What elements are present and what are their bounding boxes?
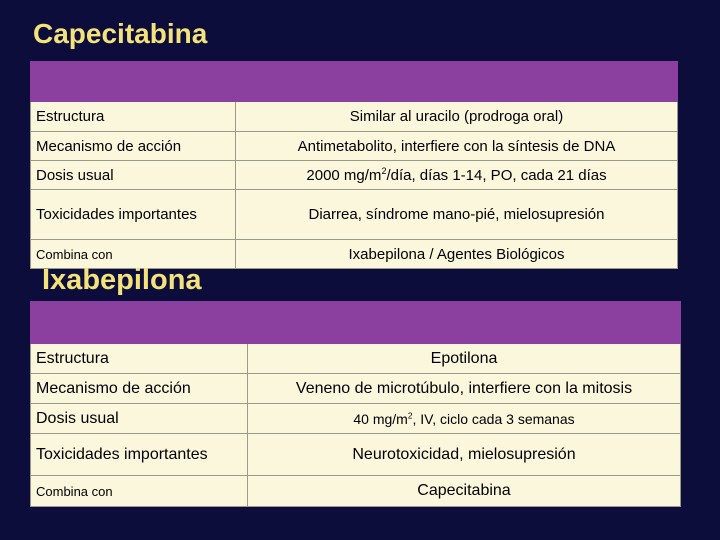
row-label-toxicidades: Toxicidades importantes — [31, 190, 236, 240]
dose-exponent: 2 — [381, 165, 387, 176]
table-row — [31, 344, 681, 374]
row-value-estructura: Similar al uracilo (prodroga oral) — [236, 102, 678, 132]
row-value-mecanismo: Veneno de microtúbulo, interfiere con la mitosis — [248, 374, 681, 404]
table-row — [31, 374, 681, 404]
row-label-dosis: Dosis usual — [31, 161, 236, 190]
table-header-row — [31, 302, 681, 344]
table-row — [31, 161, 678, 190]
dose-text-rest: , IV, ciclo cada 3 semanas — [412, 410, 575, 427]
header-cell — [31, 302, 248, 344]
dose-text-rest: /día, días 1-14, PO, cada 21 días — [386, 166, 607, 184]
row-label-mecanismo: Mecanismo de acción — [31, 132, 236, 161]
table-row — [31, 190, 678, 240]
table-row — [31, 132, 678, 161]
dose-exponent: 2 — [407, 409, 413, 420]
row-value-toxicidades: Neurotoxicidad, mielosupresión — [248, 434, 681, 476]
row-value-dosis — [248, 404, 681, 434]
header-cell — [31, 62, 236, 102]
table-row — [31, 102, 678, 132]
dose-text: 2000 mg/m — [306, 166, 382, 184]
row-value-estructura: Epotilona — [248, 344, 681, 374]
table-row — [31, 434, 681, 476]
ixabepilona-title: Ixabepilona — [42, 264, 202, 296]
table-header-row — [31, 62, 678, 102]
table-row — [31, 404, 681, 434]
header-cell — [236, 62, 678, 102]
row-label-dosis: Dosis usual — [31, 404, 248, 434]
row-label-combina: Combina con — [31, 240, 236, 269]
row-label-estructura: Estructura — [31, 344, 248, 374]
dose-text: 40 mg/m — [353, 410, 408, 427]
table-row — [31, 476, 681, 507]
row-value-combina: Capecitabina — [248, 476, 681, 507]
row-label-toxicidades: Toxicidades importantes — [31, 434, 248, 476]
row-value-toxicidades: Diarrea, síndrome mano-pié, mielosupresión — [236, 190, 678, 240]
ixabepilona-table — [30, 301, 681, 507]
row-label-mecanismo: Mecanismo de acción — [31, 374, 248, 404]
row-label-estructura: Estructura — [31, 102, 236, 132]
header-cell — [248, 302, 681, 344]
row-value-mecanismo: Antimetabolito, interfiere con la síntesis de DNA — [236, 132, 678, 161]
capecitabina-table — [30, 61, 678, 269]
row-label-combina: Combina con — [31, 476, 248, 507]
row-value-dosis — [236, 161, 678, 190]
row-value-combina: Ixabepilona / Agentes Biológicos — [236, 240, 678, 269]
capecitabina-title: Capecitabina — [33, 18, 208, 49]
